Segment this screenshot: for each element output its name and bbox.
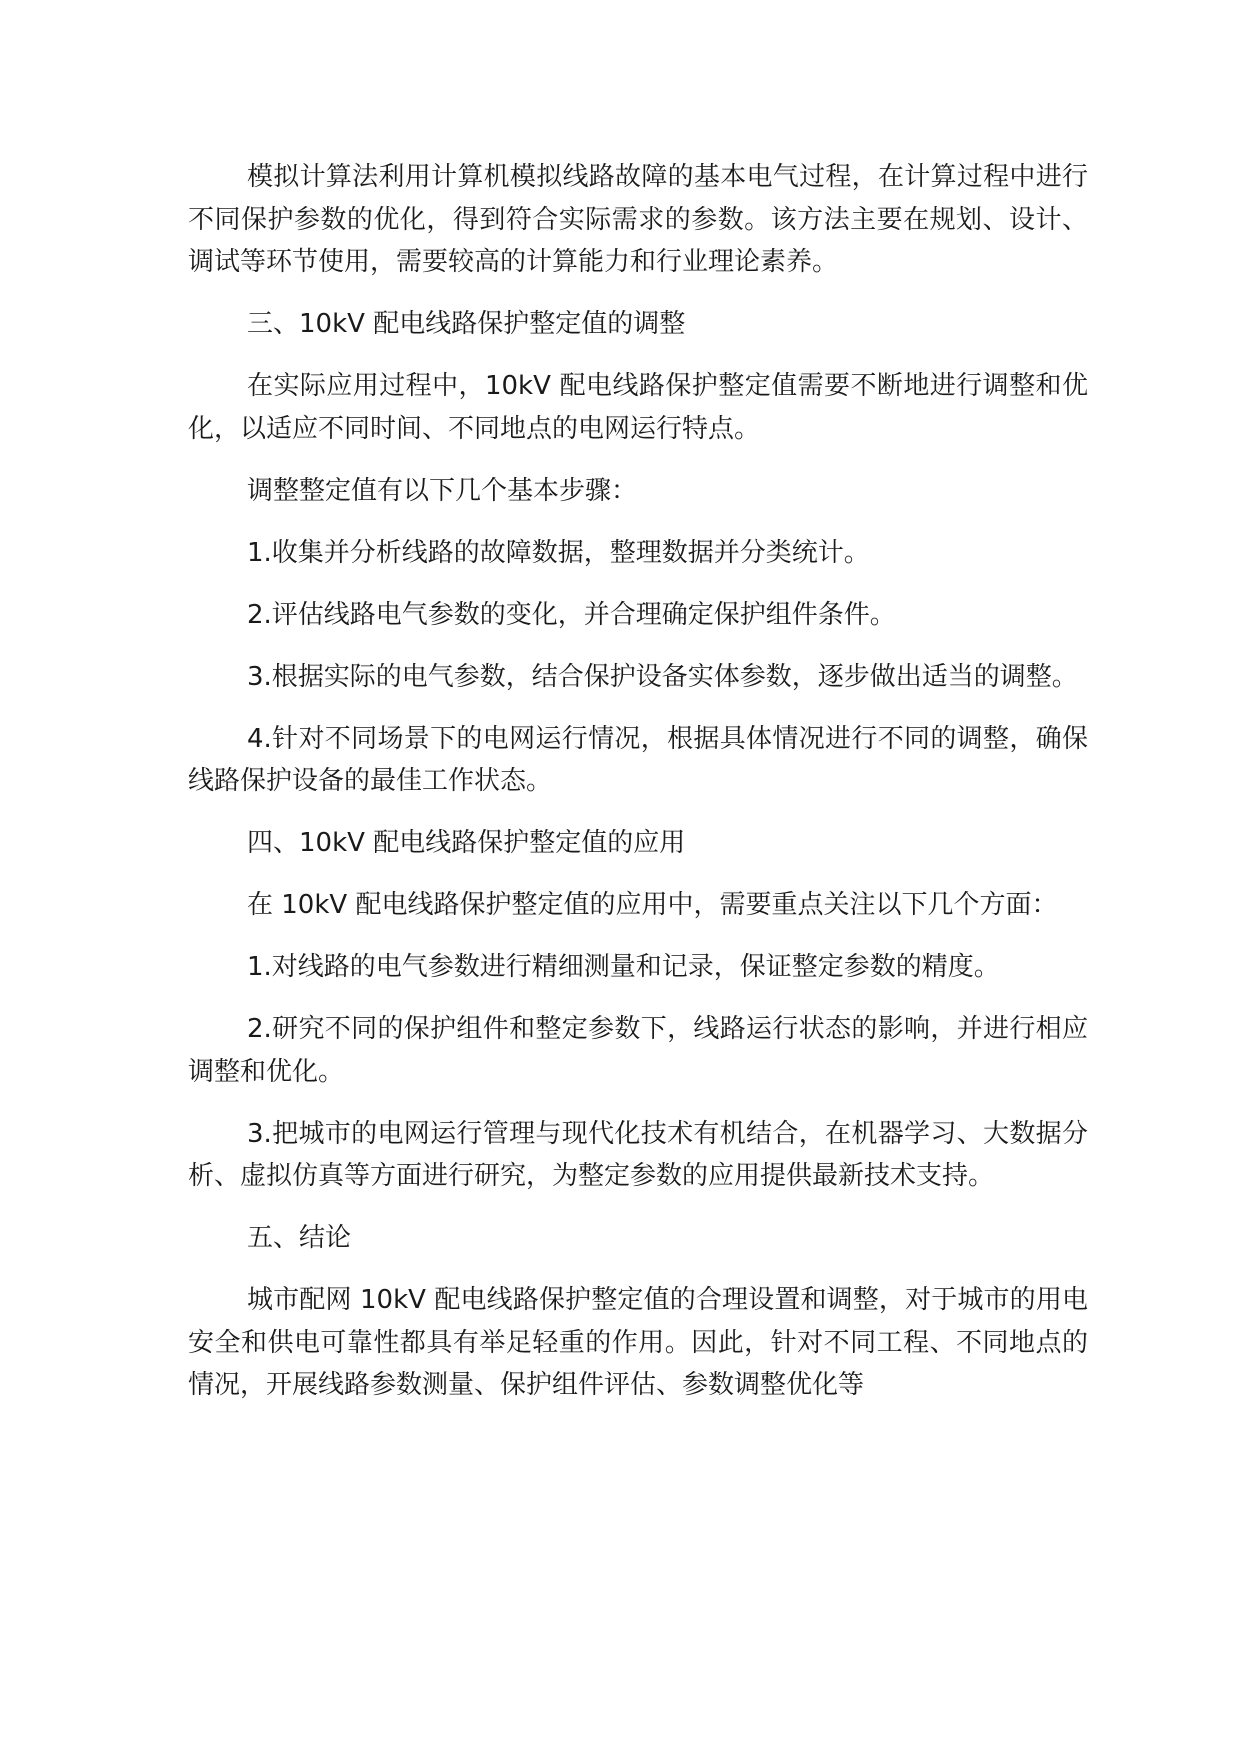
section-heading-4: 四、10kV 配电线路保护整定值的应用 [247,828,686,858]
section-heading-3: 三、10kV 配电线路保护整定值的调整 [247,309,686,339]
list-item-step-2: 2.评估线路电气参数的变化，并合理确定保护组件条件。 [247,599,896,630]
list-item-step-1: 1.收集并分析线路的故障数据，整理数据并分类统计。 [247,537,870,568]
paragraph-steps-intro: 调整整定值有以下几个基本步骤： [247,475,638,506]
paragraph-adjustment-intro: 在实际应用过程中，10kV 配电线路保护整定值需要不断地进行调整和优化，以适应不同时间、不同地点的电网运行特点。 [188,371,1088,444]
list-item-application-2: 2.研究不同的保护组件和整定参数下，线路运行状态的影响，并进行相应调整和优化。 [188,1014,1088,1087]
paragraph-simulation-method: 模拟计算法利用计算机模拟线路故障的基本电气过程，在计算过程中进行不同保护参数的优化，得到符合实际需求的参数。该方法主要在规划、设计、调试等环节使用，需要较高的计算能力和行业理论素养。 [188,162,1088,277]
paragraph-conclusion: 城市配网 10kV 配电线路保护整定值的合理设置和调整，对于城市的用电安全和供电可靠性都具有举足轻重的作用。因此，针对不同工程、不同地点的情况，开展线路参数测量、保护组件评估、参数调整优化等 [188,1285,1088,1400]
list-item-step-3: 3.根据实际的电气参数，结合保护设备实体参数，逐步做出适当的调整。 [247,661,1078,692]
list-item-application-3: 3.把城市的电网运行管理与现代化技术有机结合，在机器学习、大数据分析、虚拟仿真等方面进行研究，为整定参数的应用提供最新技术支持。 [188,1118,1088,1191]
section-heading-5: 五、结论 [247,1223,352,1253]
list-item-application-1: 1.对线路的电气参数进行精细测量和记录，保证整定参数的精度。 [247,952,1000,982]
document-body [188,156,1088,1407]
paragraph-application-intro: 在 10kV 配电线路保护整定值的应用中，需要重点关注以下几个方面： [247,890,1058,920]
list-item-step-4: 4.针对不同场景下的电网运行情况，根据具体情况进行不同的调整，确保线路保护设备的最佳工作状态。 [188,723,1088,796]
